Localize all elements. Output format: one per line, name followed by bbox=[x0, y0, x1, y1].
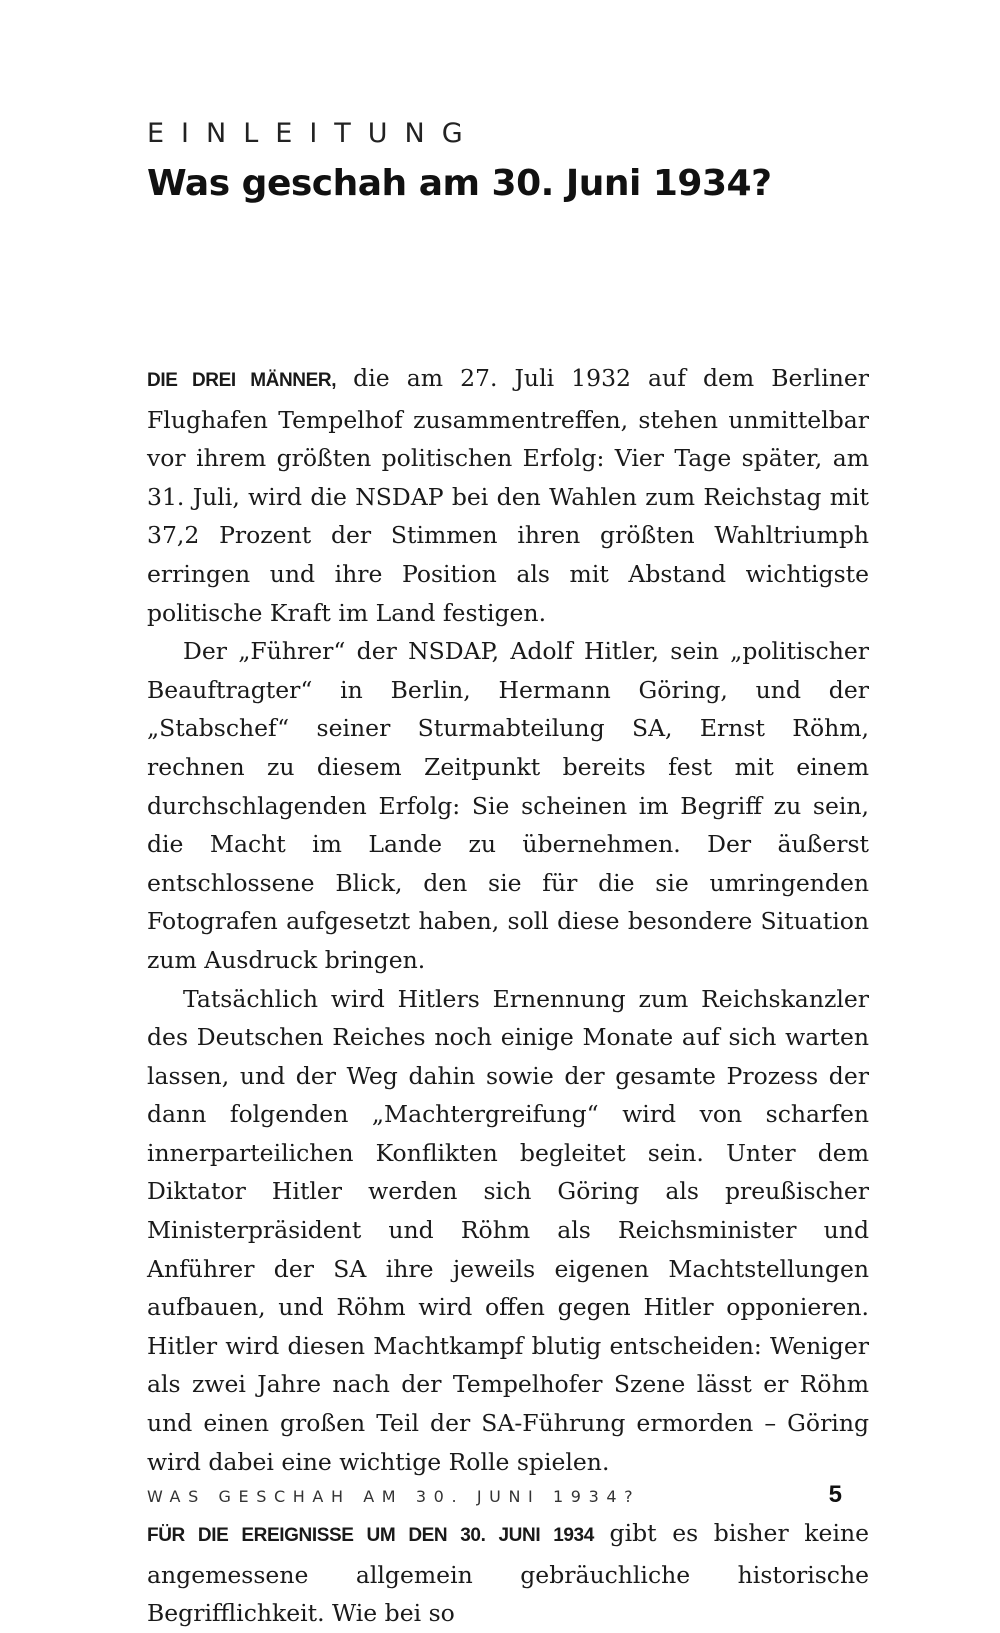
paragraph bbox=[147, 980, 869, 1482]
run-in-heading: FÜR DIE EREIGNISSE UM DEN 30. JUNI 1934 bbox=[147, 1525, 594, 1547]
running-head: WAS GESCHAH AM 30. JUNI 1934? bbox=[147, 1487, 641, 1506]
run-in-heading: DIE DREI MÄNNER, bbox=[147, 370, 337, 391]
paragraph-text: gibt es bisher keine angemessene allgemein gebräuchliche historische Begrifflichkeit. Wie bei so bbox=[147, 1519, 869, 1628]
chapter-label: EINLEITUNG bbox=[147, 118, 480, 149]
page-number: 5 bbox=[828, 1481, 842, 1508]
body-text bbox=[147, 359, 869, 1633]
page-footer bbox=[147, 1481, 842, 1517]
paragraph-text: Der „Führer“ der NSDAP, Adolf Hitler, sein „politischer Beauftragter“ in Berlin, Hermann Göring, und der „Stabschef“ seiner Sturmabteilung SA, Ernst Röhm, rechnen zu diesem Zeitpunkt bereits fest mit einem durchschlagenden Erfolg: Sie scheinen im Begriff zu sein, die Macht im Lande zu übernehmen. Der äußerst entschlossene Blick, den sie für die sie umringenden Fotografen aufgesetzt haben, soll diese besondere Situation zum Ausdruck bringen. bbox=[147, 637, 869, 974]
chapter-title: Was geschah am 30. Juni 1934? bbox=[147, 163, 772, 204]
paragraph-text: die am 27. Juli 1932 auf dem Berliner Flughafen Tempelhof zusammentreffen, stehen unmittelbar vor ihrem größten politischen Erfolg: Vier Tage später, am 31. Juli, wird die NSDAP bei den Wahlen zum Reichstag mit 37,2 Prozent der Stimmen ihren größten Wahltriumph erringen und ihre Position als mit Abstand wichtigste politische Kraft im Land festigen. bbox=[147, 364, 869, 627]
paragraph bbox=[147, 632, 869, 979]
paragraph bbox=[147, 359, 869, 632]
paragraph-text: Tatsächlich wird Hitlers Ernennung zum Reichskanzler des Deutschen Reiches noch einige Monate auf sich warten lassen, und der Weg dahin sowie der gesamte Prozess der dann folgenden „Machtergreifung“ wird von scharfen innerparteilichen Konflikten begleitet sein. Unter dem Diktator Hitler werden sich Göring als preußischer Ministerpräsident und Röhm als Reichsminister und Anführer der SA ihre jeweils eigenen Machtstellungen aufbauen, und Röhm wird offen gegen Hitler opponieren. Hitler wird diesen Machtkampf blutig entscheiden: Weniger als zwei Jahre nach der Tempelhofer Szene lässt er Röhm und einen großen Teil der SA-Führung ermorden – Göring wird dabei eine wichtige Rolle spielen. bbox=[147, 984, 869, 1476]
paragraph bbox=[147, 1514, 869, 1633]
